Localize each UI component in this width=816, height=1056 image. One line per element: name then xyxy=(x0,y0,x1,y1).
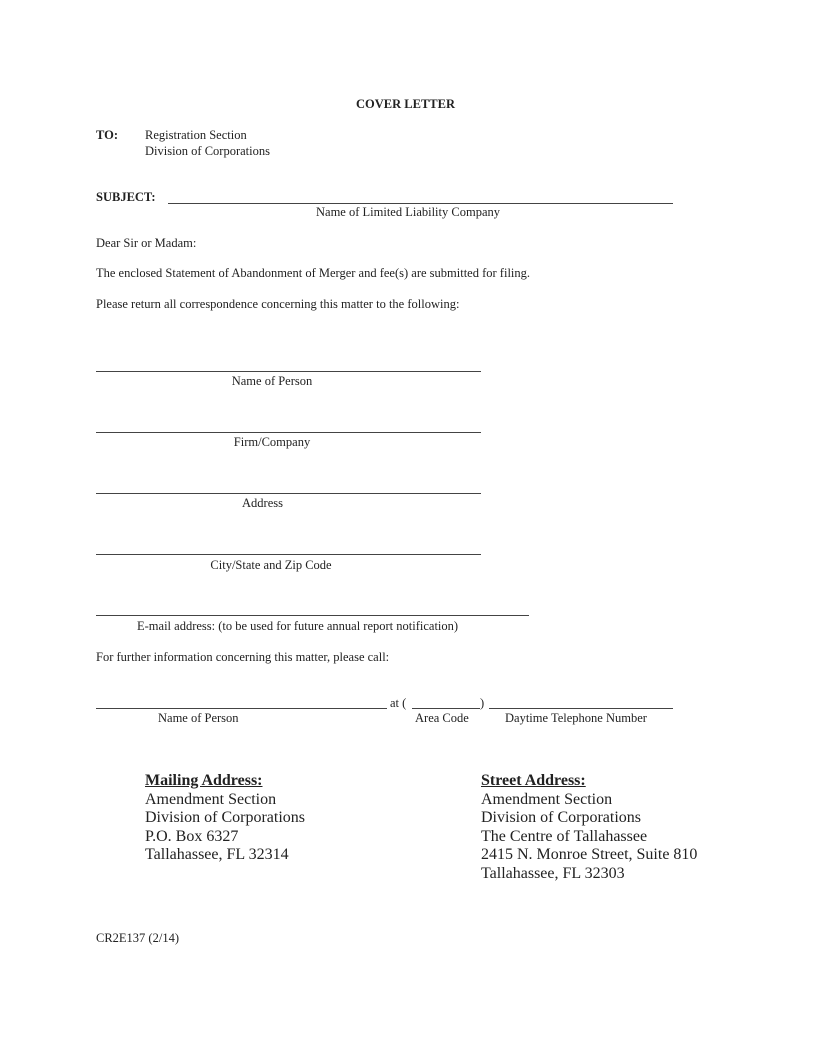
address-input-line[interactable] xyxy=(96,493,481,494)
mailing-line-1: Amendment Section xyxy=(145,790,277,808)
mailing-line-4: Tallahassee, FL 32314 xyxy=(145,846,289,863)
form-code: CR2E137 (2/14) xyxy=(96,931,179,945)
subject-input-line[interactable] xyxy=(168,203,673,204)
address-caption: Address xyxy=(242,496,283,510)
mailing-address-heading: Mailing Address: xyxy=(145,772,263,789)
paragraph-2: Please return all correspondence concerning this matter to the following: xyxy=(96,297,460,311)
mailing-line-2: Division of Corporations xyxy=(145,809,305,826)
city-caption: City/State and Zip Code xyxy=(210,558,332,572)
mailing-address-block xyxy=(145,772,305,865)
street-line-3: The Centre of Tallahassee xyxy=(481,827,648,845)
email-input-line[interactable] xyxy=(96,615,529,616)
street-line-5: Tallahassee, FL 32303 xyxy=(481,864,625,882)
to-line-1: Registration Section xyxy=(145,128,247,142)
contact-name-input-line[interactable] xyxy=(96,708,387,709)
phone-input-line[interactable] xyxy=(489,708,673,709)
salutation: Dear Sir or Madam: xyxy=(96,236,197,250)
area-code-caption: Area Code xyxy=(415,711,469,725)
contact-intro: For further information concerning this matter, please call: xyxy=(96,650,390,664)
email-caption: E-mail address: (to be used for future annual report notification) xyxy=(137,619,459,633)
at-text: at ( xyxy=(390,696,407,710)
street-address-block xyxy=(481,772,697,883)
area-code-input-line[interactable] xyxy=(412,708,480,709)
street-address-heading: Street Address: xyxy=(481,772,586,789)
firm-input-line[interactable] xyxy=(96,432,481,433)
close-paren: ) xyxy=(480,696,485,710)
street-line-4: 2415 N. Monroe Street, Suite 810 xyxy=(481,846,698,863)
name-input-line[interactable] xyxy=(96,371,481,372)
to-label: TO: xyxy=(96,128,118,142)
contact-name-caption: Name of Person xyxy=(158,711,239,725)
name-caption: Name of Person xyxy=(231,374,313,388)
page-title: COVER LETTER xyxy=(356,97,455,111)
subject-label: SUBJECT: xyxy=(96,190,156,204)
to-line-2: Division of Corporations xyxy=(145,144,270,158)
mailing-line-3: P.O. Box 6327 xyxy=(145,827,239,845)
subject-caption: Name of Limited Liability Company xyxy=(316,205,500,219)
firm-caption: Firm/Company xyxy=(233,435,311,449)
street-line-1: Amendment Section xyxy=(481,790,613,808)
city-input-line[interactable] xyxy=(96,554,481,555)
phone-caption: Daytime Telephone Number xyxy=(505,711,647,725)
street-line-2: Division of Corporations xyxy=(481,809,641,826)
paragraph-1: The enclosed Statement of Abandonment of Merger and fee(s) are submitted for filing. xyxy=(96,266,531,280)
